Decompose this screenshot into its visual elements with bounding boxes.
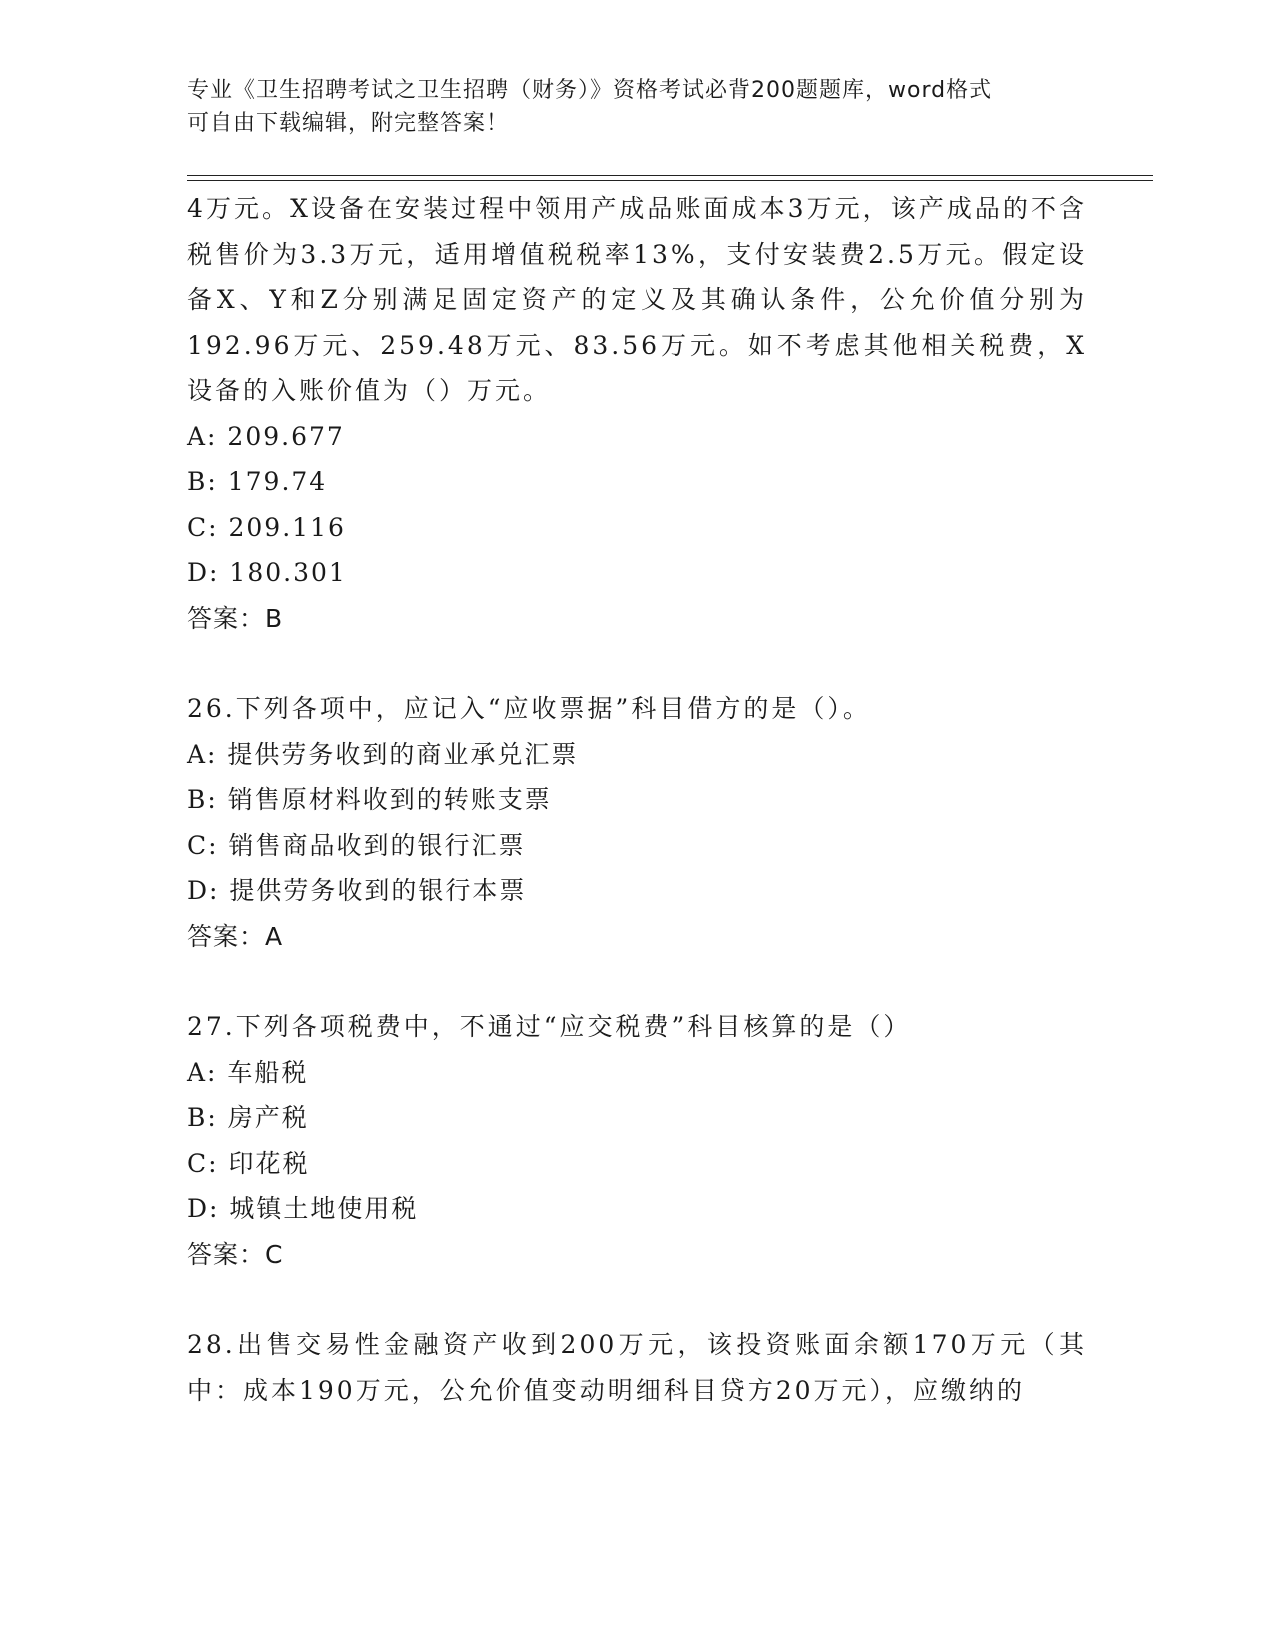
question-25-option-a: A: 209.677: [187, 421, 345, 451]
header-line-1: 专业《卫生招聘考试之卫生招聘（财务）》资格考试必背200题题库，word格式: [187, 78, 993, 103]
question-26-answer: 答案：A: [187, 921, 284, 951]
question-25: [187, 186, 1087, 641]
question-28-text: 28.出售交易性金融资产收到200万元，该投资账面余额170万元（其中：成本190万元，公允价值变动明细科目贷方20万元），应缴纳的: [187, 1330, 1087, 1405]
question-27-text: 27.下列各项税费中，不通过“应交税费”科目核算的是（）: [187, 1012, 912, 1041]
question-26-option-b: B: 销售原材料收到的转账支票: [187, 785, 552, 814]
question-26-text: 26.下列各项中，应记入“应收票据”科目借方的是（）。: [187, 694, 871, 723]
spacer: [187, 641, 1087, 686]
question-28: [187, 1322, 1087, 1413]
question-26-option-c: C: 销售商品收到的银行汇票: [187, 830, 526, 860]
question-25-text: 4万元。X设备在安装过程中领用产成品账面成本3万元，该产成品的不含税售价为3.3万元，适用增值税税率13%，支付安装费2.5万元。假定设备X、Y和Z分别满足固定资产的定义及其确认条件，公允价值分别为192.96万元、259.48万元、83.56万元。如不考虑其他相关税费，X设备的入账价值为（）万元。: [187, 194, 1087, 405]
question-26-option-d: D: 提供劳务收到的银行本票: [187, 876, 527, 905]
question-27-option-c: C: 印花税: [187, 1148, 310, 1178]
question-27: [187, 1004, 1087, 1277]
question-26: [187, 686, 1087, 959]
question-25-option-c: C: 209.116: [187, 512, 346, 542]
question-25-option-d: D: 180.301: [187, 558, 347, 587]
question-27-answer: 答案：C: [187, 1239, 284, 1269]
document-content: [187, 186, 1087, 1413]
question-27-option-b: B: 房产税: [187, 1103, 309, 1132]
question-25-answer: 答案：B: [187, 603, 284, 633]
question-26-option-a: A: 提供劳务收到的商业承兑汇票: [187, 739, 579, 769]
question-27-option-a: A: 车船税: [187, 1057, 309, 1087]
spacer: [187, 959, 1087, 1004]
header-rule-top: [187, 175, 1153, 176]
question-27-option-d: D: 城镇土地使用税: [187, 1194, 419, 1223]
document-header: [187, 74, 1087, 140]
header-line-2: 可自由下载编辑，附完整答案！: [187, 111, 510, 136]
question-25-option-b: B: 179.74: [187, 467, 328, 496]
header-rule-bottom: [187, 180, 1153, 181]
spacer: [187, 1277, 1087, 1322]
